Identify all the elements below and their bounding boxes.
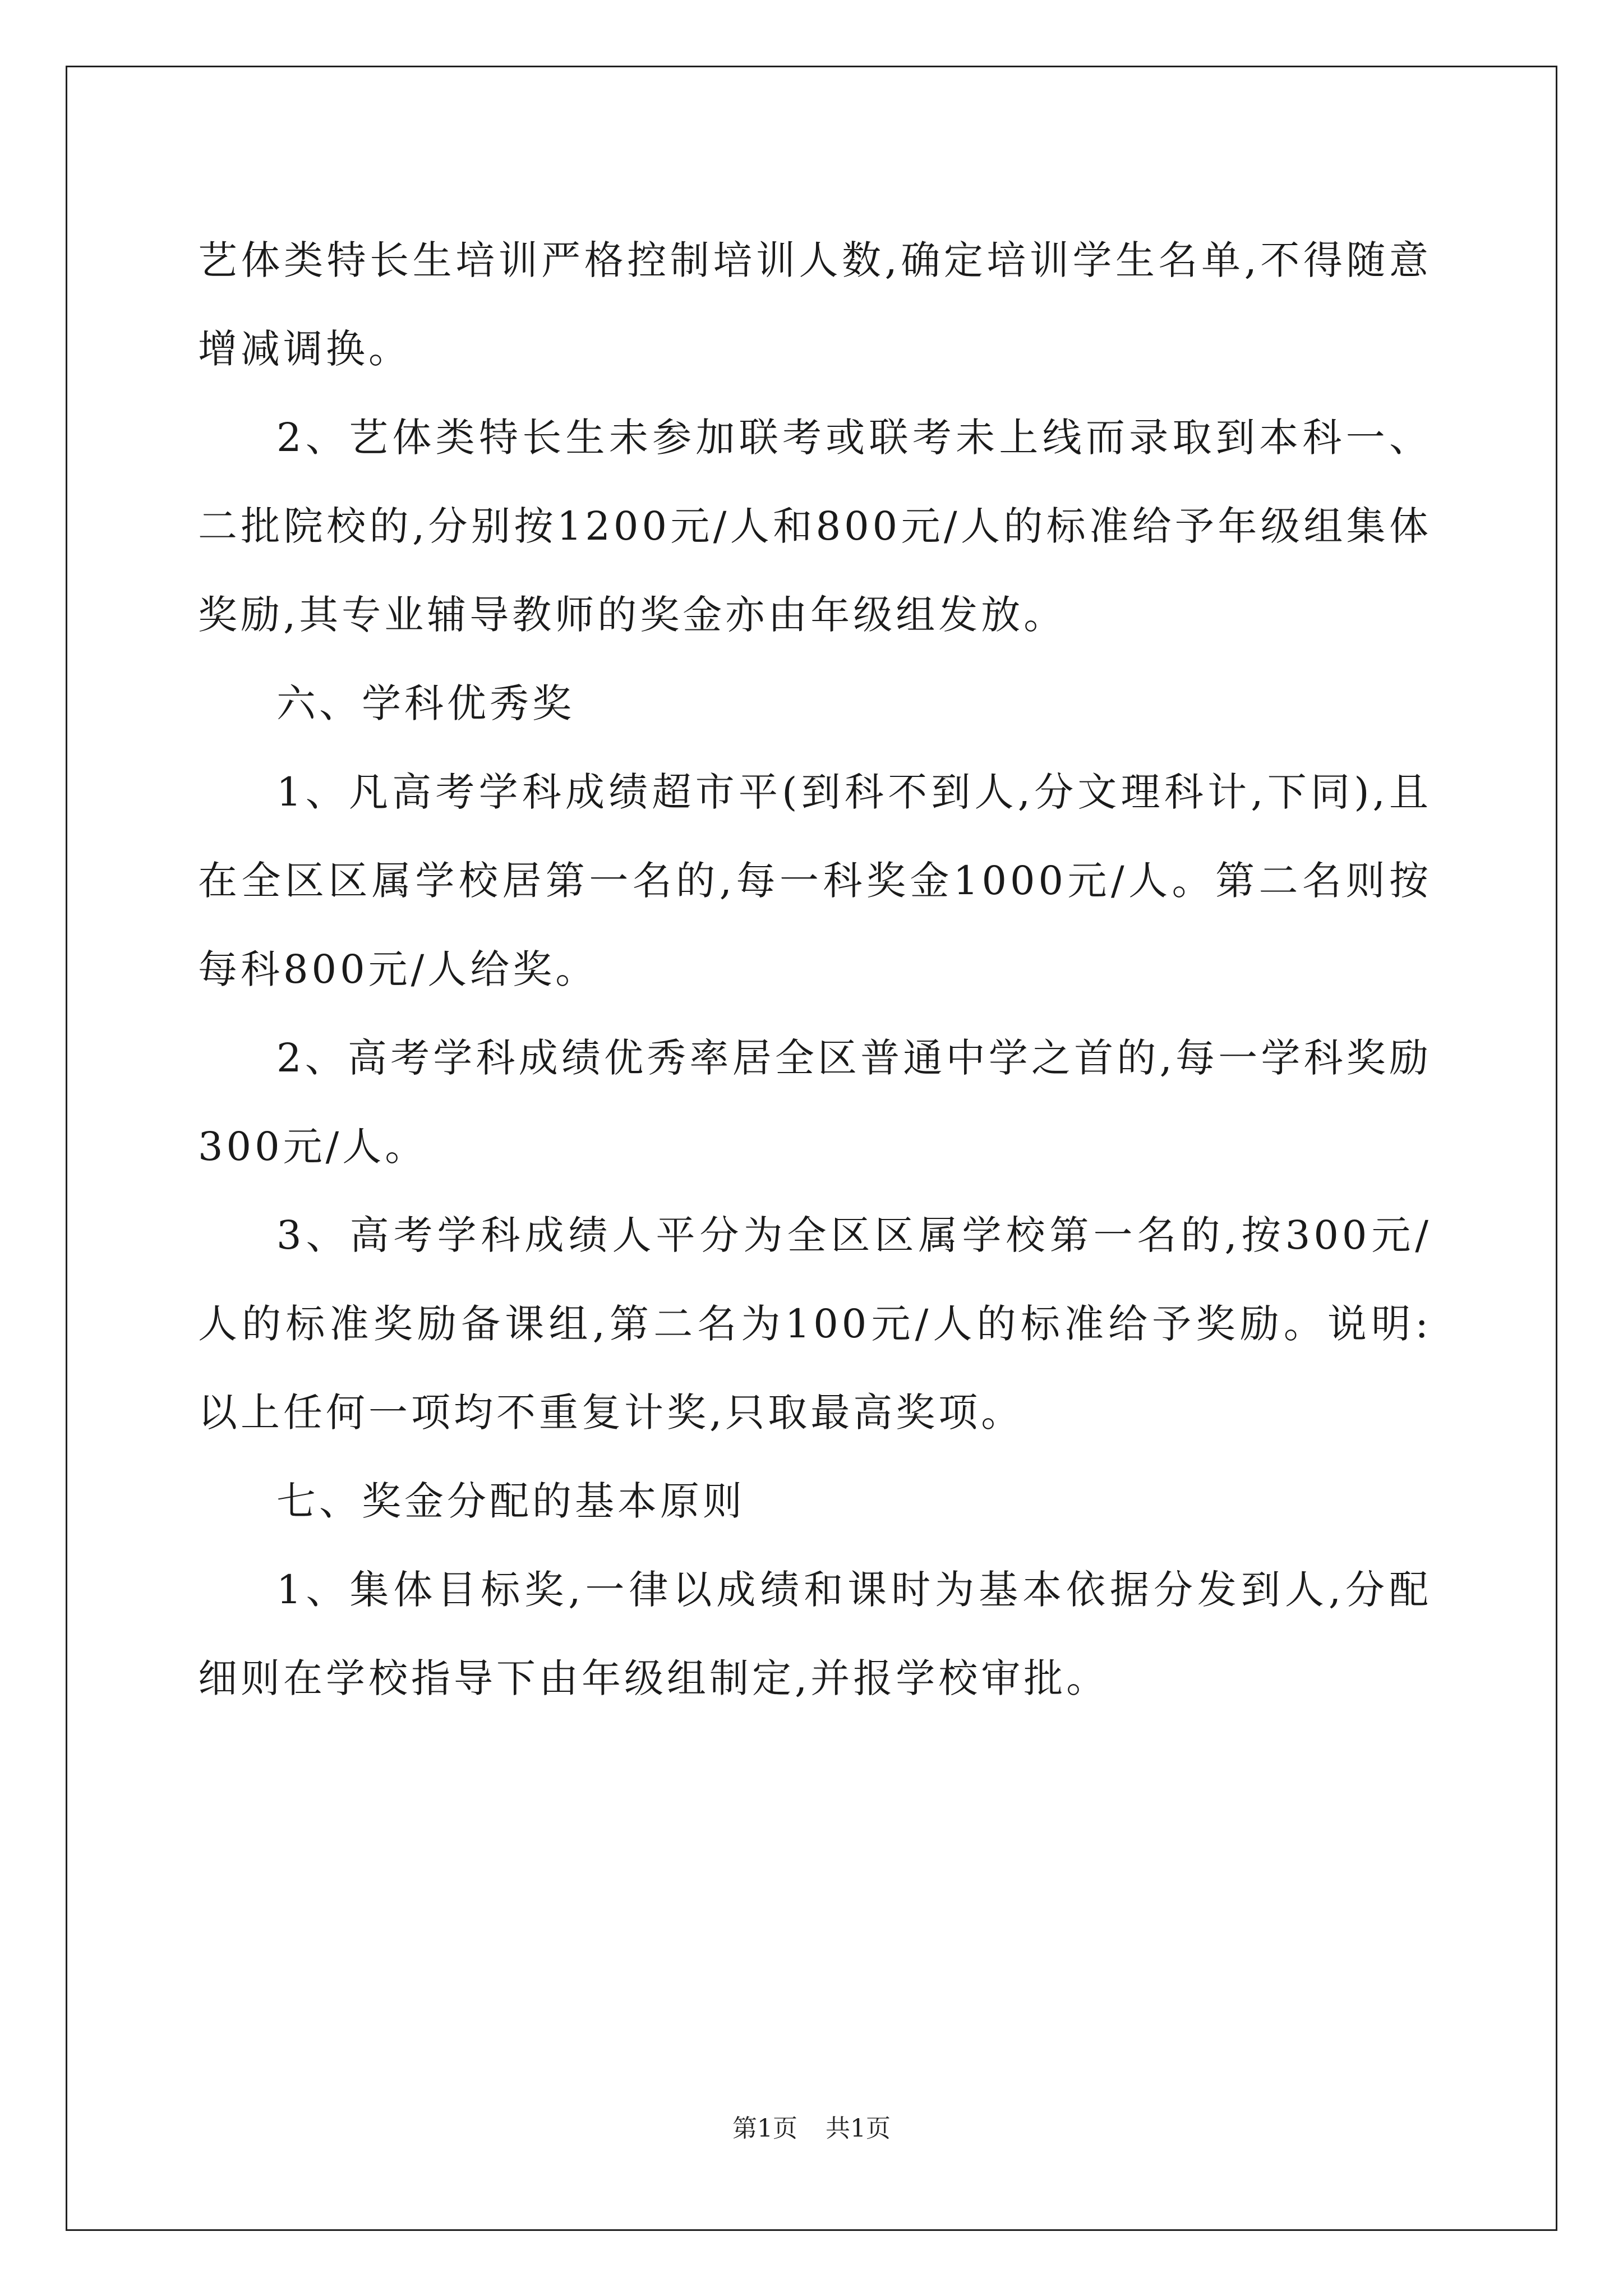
- paragraph-6: 1、集体目标奖,一律以成绩和课时为基本依据分发到人,分配细则在学校指导下由年级组制定,并报学校审批。: [198, 1567, 1432, 1701]
- page-total: 共1页: [826, 2114, 891, 2143]
- paragraph-4: 2、高考学科成绩优秀率居全区普通中学之首的,每一学科奖励300元/人。: [198, 1035, 1432, 1170]
- page-number: 第1页: [732, 2114, 797, 2143]
- paragraph-5: 3、高考学科成绩人平分为全区区属学校第一名的,按300元/人的标准奖励备课组,第二名为100元/人的标准给予奖励。说明:以上任何一项均不重复计奖,只取最高奖项。: [198, 1212, 1432, 1435]
- paragraph-3: 1、凡高考学科成绩超市平(到科不到人,分文理科计,下同),且在全区区属学校居第一名的,每一科奖金1000元/人。第二名则按每科800元/人给奖。: [198, 769, 1432, 992]
- section-heading-6: 六、学科优秀奖: [276, 680, 575, 726]
- section-heading-7: 七、奖金分配的基本原则: [276, 1478, 745, 1524]
- page-footer: [0, 2112, 1623, 2146]
- paragraph-1: 艺体类特长生培训严格控制培训人数,确定培训学生名单,不得随意增减调换。: [198, 237, 1432, 372]
- paragraph-2: 2、艺体类特长生未参加联考或联考未上线而录取到本科一、二批院校的,分别按1200元/人和800元/人的标准给予年级组集体奖励,其专业辅导教师的奖金亦由年级组发放。: [198, 415, 1432, 638]
- document-body: [198, 216, 1432, 1723]
